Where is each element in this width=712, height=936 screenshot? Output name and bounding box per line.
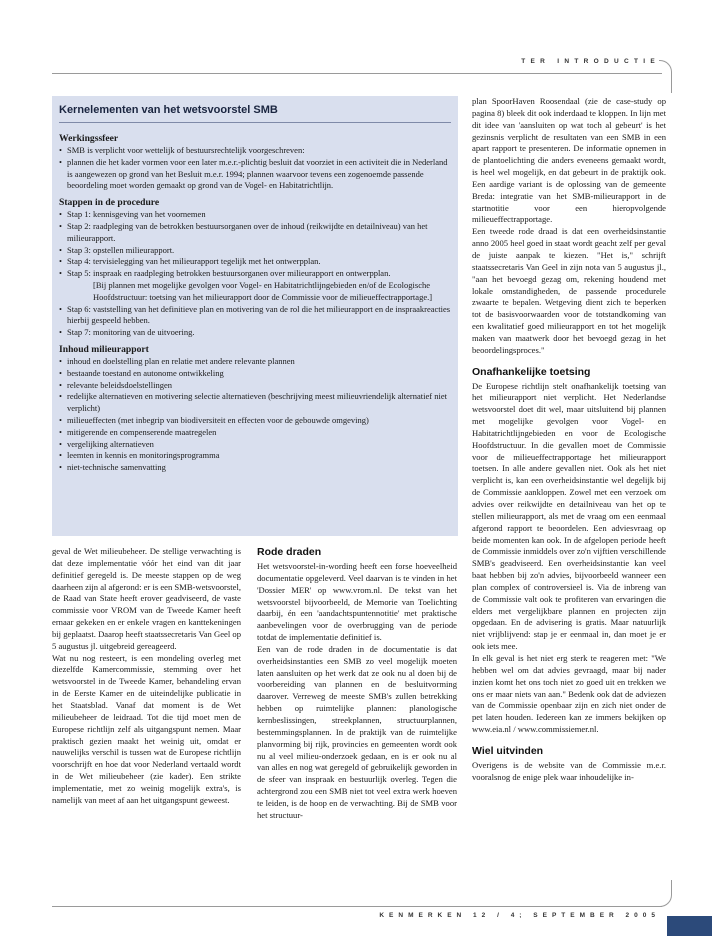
header-corner-curve: [659, 60, 672, 93]
list-item: • relevante beleidsdoelstellingen: [59, 380, 451, 392]
list-item: • vergelijking alternatieven: [59, 439, 451, 451]
list-item: • mitigerende en compenserende maatregelen: [59, 427, 451, 439]
list-item: • Stap 1: kennisgeving van het voornemen: [59, 209, 451, 221]
box-heading-stappen: Stappen in de procedure: [59, 197, 160, 209]
header-rule: [52, 73, 662, 74]
list-item: • Stap 3: opstellen milieurapport.: [59, 245, 451, 257]
box-heading-inhoud: Inhoud milieurapport: [59, 343, 149, 355]
paragraph: geval de Wet milieubeheer. De stellige verwachting is dat deze implementatie vóór het eind van dit jaar definitief geregeld is. De meeste stappen op de weg daarheen zijn al afgerond: er is een SMB-wetsvoorstel, de Raad van State heeft erover geadviseerd, de vaste commissie voor VROM van de Tweede Kamer heeft ernaar gekeken en er enkele vragen en kanttekeningen bij geplaatst. Daarop heeft staatssecretaris Van Geel op 5 augustus jl. uitgebreid gereageerd.: [52, 546, 241, 651]
section-header: TER INTRODUCTIE: [521, 58, 660, 65]
footer-rule: [52, 906, 662, 907]
list-item: • Stap 2: raadpleging van de betrokken bestuursorganen over de inhoud (reikwijdte en detailniveau) van het milieurapport.: [59, 221, 451, 245]
paragraph: plan SpoorHaven Roosendaal (zie de case-study op pagina 8) bleek dit ook inderdaad te kloppen. In lijn met dit idee van 'aansluiten op wat toch al gebeurt' is het gezinsnis verplicht de resultaten van een SMB in een apart rapport te presenteren. De informatie opnemen in de plantoelichting die anders eveneens gemaakt wordt, is heel wel mogelijk, en dat gebeurt in de praktijk ook. Een aardige variant is de oplossing van de gemeente Breda: integratie van het SMB-milieurapport in de startnotitie voor een hieropvolgende milieueffectrapportage.: [472, 96, 666, 225]
box-list-inhoud: [59, 356, 451, 474]
box-title: Kernelementen van het wetsvoorstel SMB: [59, 104, 451, 123]
paragraph: De Europese richtlijn stelt onafhankelijk toetsing van het milieurapport niet verplicht. Het Nederlandse wetsvoorstel doet dit wel, maar uitsluitend bij plannen met mogelijke gevolgen voor Vogel- en Habitatrichtlijngebieden en voor de Ecologische Hoofdstructuur. In die gevallen moet de Commissie voor de milieueffectrapportage het milieurapport toetsen. In alle andere gevallen niet. Ook als het niet verplicht is, kan een overheidsinstantie wel degelijk bij de Commissie aankloppen. Zowel met een verzoek om advies over reikwijdte en detailniveau van het op te stellen milieurapport, als met de vraag om een eenmaal afgerond rapport te beoordelen. Een adviesvraag op beide momenten kan ook. In de afgelopen periode heeft de Commissie inmiddels over zo'n vijftien verschillende SMB's geadviseerd. Een overheidsinstantie kan veel baat hebben bij zo'n advies, bijvoorbeeld wanneer een plan complex of controversieel is. Via de inbreng van de Commissie valt ook te profiteren van ervaringen die elders met vergelijkbare plannen en projecten zijn opgedaan. En de advisering is gratis. Maar natuurlijk niet vrijblijvend: stap je er eenmaal in, dan moet je er ook iets mee.: [472, 380, 666, 652]
list-item: • Stap 6: vaststelling van het definitieve plan en motivering van de rol die het milieurapport en de inspraakreacties hierbij gespeeld hebben.: [59, 304, 451, 328]
heading-rode-draden: Rode draden: [257, 546, 322, 558]
paragraph: Een van de rode draden in de documentatie is dat overheidsinstanties een SMB zo veel mogelijk moeten laten aansluiten op het werk dat ze ook nu al doen bij de voorbereiding van plannen en de besluitvorming daarover. Verreweg de meeste SMB's zullen betrekking hebben op ruimtelijke plannen: planologische kernbeslissingen, streekplannen, structuurplannen, bestemmingsplannen. In de praktijk van de ruimtelijke planvorming bij rijk, provincies en gemeenten wordt ook nu al veel milieu-onderzoek gedaan, en is er ook nu al van alles en nog wat geregeld of gebruikelijk geworden in de sfeer van inspraak en bestuurlijk overleg. Tegen die achtergrond zou een SMB niet tot veel extra werk hoeven te leiden, is de hoop en de verwachting. Bij de SMB voor het structuur-: [257, 643, 457, 820]
footer-corner-curve: [659, 880, 672, 907]
list-item: • SMB is verplicht voor wettelijk of bestuursrechtelijk voorgeschreven:: [59, 145, 451, 157]
list-item: • leemten in kennis en monitoringsprogramma: [59, 450, 451, 462]
list-item: • Stap 7: monitoring van de uitvoering.: [59, 327, 451, 339]
list-item: • milieueffecten (met inbegrip van biodiversiteit en effecten voor de gebouwde omgeving): [59, 415, 451, 427]
heading-wiel-uitvinden: Wiel uitvinden: [472, 744, 544, 757]
list-item: • redelijke alternatieven en motivering selectie alternatieven (beschrijving meest milieuvriendelijk alternatief niet verplicht): [59, 391, 451, 415]
list-item: • plannen die het kader vormen voor een later m.e.r.-plichtig besluit dat voorziet in een activiteit die in Nederland is aangewezen op grond van het Besluit m.e.r. 1994; plannen waarvoor tevens een zogenoemde passende beoordeling moet worden gemaakt op grond van de Vogel- en Habitatrichtlijn.: [59, 157, 451, 192]
box-list-stappen-vervolg: [59, 304, 451, 339]
list-item: • bestaande toestand en autonome ontwikkeling: [59, 368, 451, 380]
paragraph: Het wetsvoorstel-in-wording heeft een forse hoeveelheid documentatie opgeleverd. Veel daarvan is te vinden in het 'Dossier MER' op www.vrom.nl. De tekst van het wetsvoorstel bijvoorbeeld, de Memorie van Toelichting daarbij, én een 'aandachtspuntennotitie' met praktische aanbevelingen voor de overbrugging van de periode totdat de implementatie definitief is.: [257, 561, 457, 643]
paragraph: Overigens is de website van de Commissie m.e.r. vooralsnog de enige plek waar inhoudelijke in-: [472, 759, 666, 782]
text-column-3: [472, 96, 666, 784]
box-list-werkingssfeer: [59, 145, 451, 192]
page-corner-tab: [667, 916, 712, 936]
paragraph: In elk geval is het niet erg sterk te reageren met: "We hebben wel om dat advies gevraagd, maar bij nader inzien komt het ons toch niet zo goed uit en trekken we ons er maar niets van aan." Bedenk ook dat de adviezen van de Commissie openbaar zijn en zich niet onder de pet laten houden. Iedereen kan ze immers bekijken op www.eia.nl / www.commissiemer.nl.: [472, 652, 666, 735]
footer-issue-line: KENMERKEN 12 / 4; SEPTEMBER 2005: [379, 912, 660, 919]
list-item: • inhoud en doelstelling plan en relatie met andere relevante plannen: [59, 356, 451, 368]
list-item: • Stap 5: inspraak en raadpleging betrokken bestuursorganen over milieurapport en ontwerpplan.: [59, 268, 451, 280]
list-item: • niet-technische samenvatting: [59, 462, 451, 474]
heading-onafhankelijke-toetsing: Onafhankelijke toetsing: [472, 365, 591, 378]
list-item: • Stap 4: tervisielegging van het milieurapport tegelijk met het ontwerpplan.: [59, 256, 451, 268]
box-heading-werkingssfeer: Werkingssfeer: [59, 133, 119, 144]
bracket-note: [Bij plannen met mogelijke gevolgen voor Vogel- en Habitatrichtlijngebieden en/of de Ecologische Hoofdstructuur: toetsing van het milieurapport door de Commissie voor de milieueffectrapportage.]: [93, 279, 433, 302]
text-column-1: [52, 546, 241, 807]
paragraph: Een tweede rode draad is dat een overheidsinstantie anno 2005 heel goed in staat wordt geacht zelf per geval de juiste aanpak te kiezen. "Het is," schrijft staatssecretaris Van Geel in zijn nota van 5 augustus jl., "aan het bevoegd gezag om, rekening houdend met lokale omstandigheden, de passende procedurele zwaarte te bepalen. Wetgeving dient zich te beperken tot de basisvoorwaarden voor de totstandkoming van een kwalitatief goed milieurapport en tot het mogelijk maken van maatwerk door het bevoegd gezag in het beoordelingsproces.": [472, 226, 666, 355]
box-list-stappen: [59, 209, 451, 280]
paragraph: Wat nu nog resteert, is een mondeling overleg met diezelfde Kamercommissie, stemming over het wetsvoorstel in de Tweede Kamer, behandeling ervan in de Eerste Kamer en de uiteindelijke publicatie in het Staatsblad. Vanaf dat moment is de Wet milieubeheer de leidraad. Tot die tijd moet men de Europese richtlijn zelf als uitgangspunt nemen. Maar praktisch gezien maakt het weinig uit, omdat er nauwelijks verschil is tussen wat de Europese richtlijn voorschrijft en hoe dat voor Nederland vertaald wordt in de Wet milieubeheer (zie kader). Een strikte implementatie, met zo weinig mogelijk extra's, is namelijk van meet af aan het uitgangspunt geweest.: [52, 652, 241, 805]
text-column-2: [257, 546, 457, 822]
info-box: [52, 96, 458, 536]
